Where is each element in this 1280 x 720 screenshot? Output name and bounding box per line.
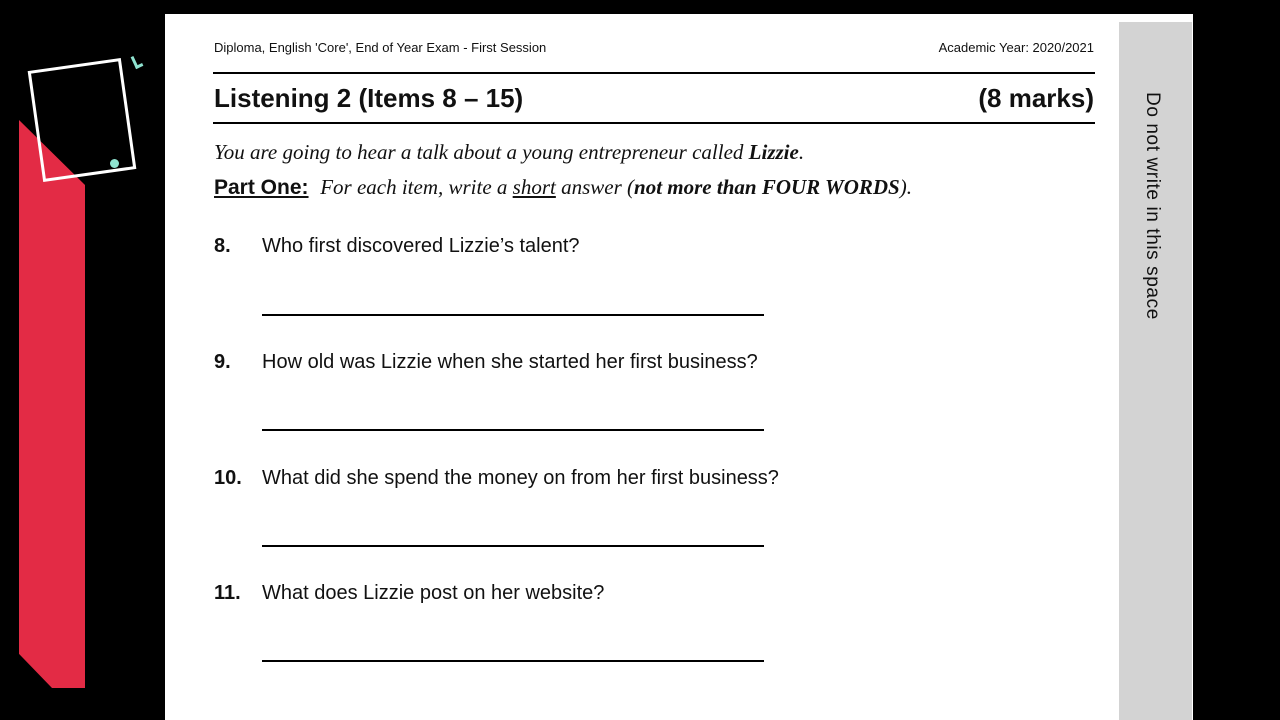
answer-line-10[interactable]	[262, 545, 764, 547]
question-10	[214, 467, 779, 490]
question-text: Who first discovered Lizzie’s talent?	[262, 235, 580, 257]
intro-text: You are going to hear a talk about a young entrepreneur called Lizzie.	[214, 140, 805, 164]
decorative-square-outline	[28, 58, 137, 182]
header-rule	[213, 72, 1095, 74]
question-number: 8.	[214, 235, 231, 257]
question-9	[214, 351, 758, 374]
question-number: 10.	[214, 467, 242, 489]
question-text: How old was Lizzie when she started her first business?	[262, 351, 758, 373]
answer-line-11[interactable]	[262, 660, 764, 662]
decorative-red-bar	[19, 120, 85, 688]
part-one-instructions: Part One: For each item, write a short answer (not more than FOUR WORDS).	[214, 175, 912, 199]
margin-note: Do not write in this space	[1142, 92, 1163, 320]
answer-line-8[interactable]	[262, 314, 764, 316]
question-11	[214, 582, 604, 605]
question-text: What does Lizzie post on her website?	[262, 582, 605, 604]
decorative-dot	[110, 159, 119, 168]
question-text: What did she spend the money on from her first business?	[262, 467, 779, 489]
exam-header-title: Diploma, English 'Core', End of Year Exam - First Session	[214, 40, 547, 55]
section-title: Listening 2 (Items 8 – 15)	[214, 83, 524, 113]
decorative-tick	[131, 54, 144, 69]
academic-year: Academic Year: 2020/2021	[938, 40, 1094, 55]
section-marks: (8 marks)	[978, 83, 1094, 113]
question-8	[214, 235, 580, 258]
question-number: 9.	[214, 351, 231, 373]
answer-line-9[interactable]	[262, 429, 764, 431]
part-one-label: Part One:	[214, 176, 309, 199]
question-number: 11.	[214, 582, 241, 604]
entrepreneur-name: Lizzie	[748, 140, 799, 164]
section-rule	[213, 122, 1095, 124]
